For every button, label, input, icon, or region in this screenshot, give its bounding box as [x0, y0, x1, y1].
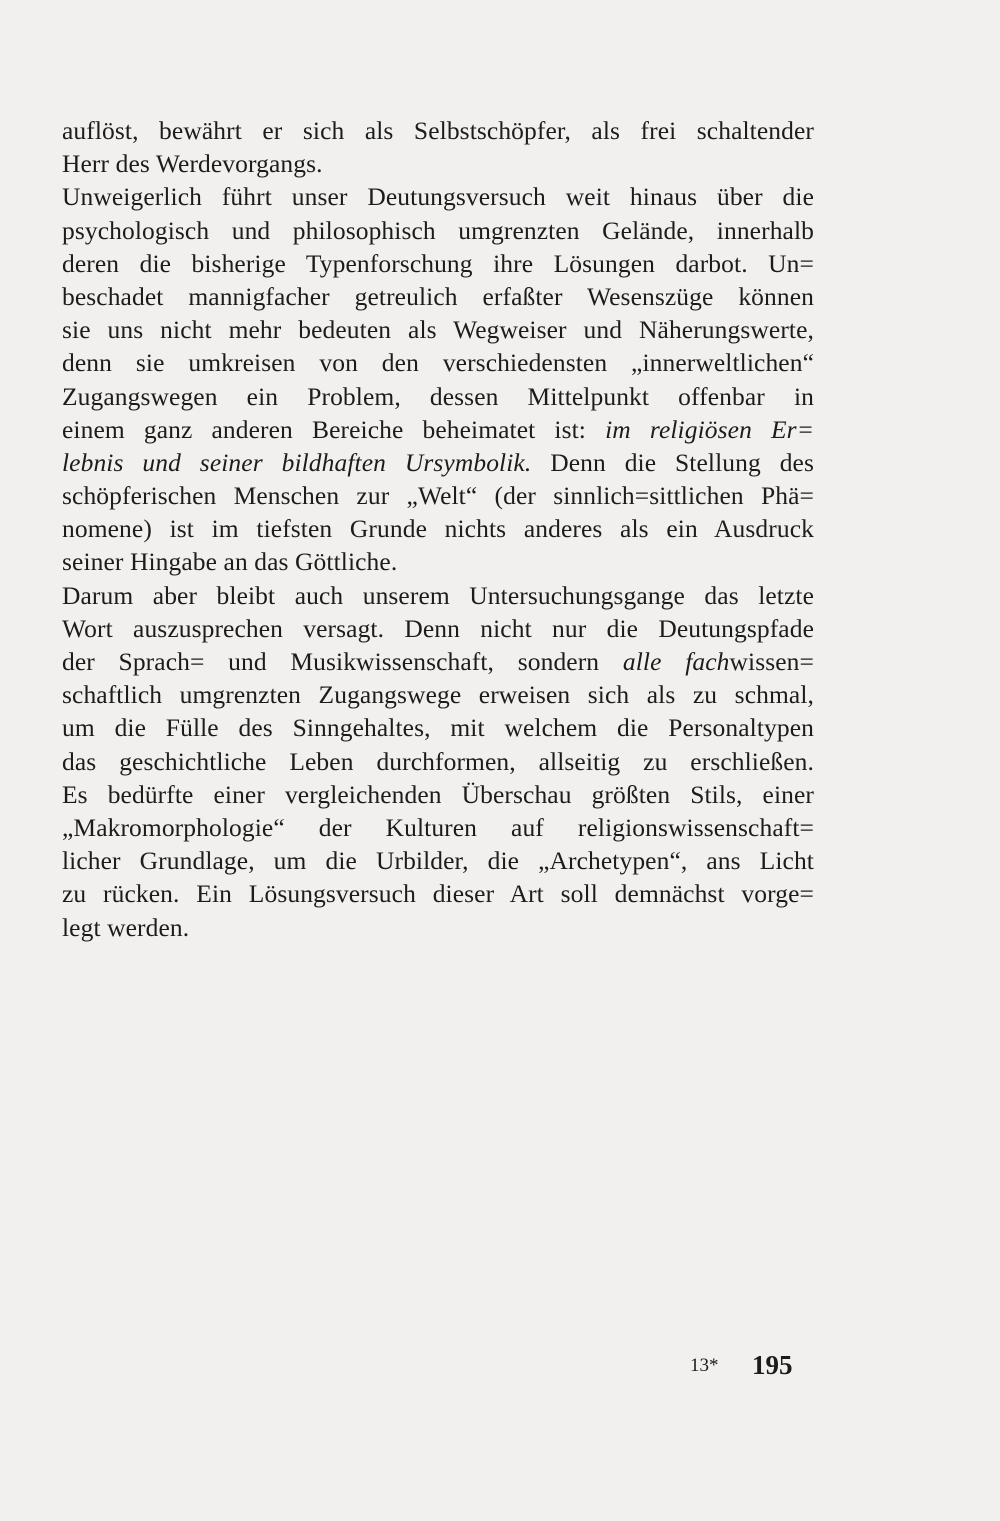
- page-number: 195: [752, 1350, 793, 1380]
- text-line: [62, 844, 814, 877]
- text-segment: Darum aber bleibt auch unserem Untersuchungsgange das letzte: [62, 580, 814, 610]
- text-line: [62, 446, 814, 479]
- text-segment: Unweigerlich führt unser Deutungsversuch weit hinaus über die: [62, 182, 814, 212]
- body-text: [62, 114, 814, 944]
- text-segment: Denn die Stellung des: [531, 447, 814, 477]
- text-line: [62, 380, 814, 413]
- text-segment: wissen=: [729, 647, 814, 676]
- text-line: [62, 512, 814, 545]
- text-line: [62, 214, 814, 247]
- text-line: [62, 114, 814, 147]
- text-line: [62, 911, 814, 944]
- page-footer: [0, 1347, 1000, 1387]
- text-segment: auflöst, bewährt er sich als Selbstschöpfer, als frei schaltender: [62, 116, 814, 145]
- text-segment: der Sprach= und Musikwissenschaft, sondern: [62, 647, 623, 676]
- italic-text: im religiösen Er=: [605, 414, 815, 444]
- italic-text: alle fach: [622, 647, 730, 676]
- text-segment: nomene) ist im tiefsten Grunde nichts anderes als ein Ausdruck: [62, 514, 814, 544]
- text-segment: seiner Hingabe an das Göttliche.: [62, 547, 398, 577]
- text-line: [62, 247, 814, 280]
- text-segment: um die Fülle des Sinngehaltes, mit welchem die Personaltypen: [62, 713, 814, 743]
- text-line: [62, 678, 814, 711]
- text-line: [62, 346, 814, 379]
- text-segment: Herr des Werdevorgangs.: [62, 149, 323, 179]
- text-line: [62, 413, 814, 446]
- text-segment: „Makromorphologie“ der Kulturen auf religionswissenschaft=: [62, 812, 814, 842]
- text-line: [62, 612, 814, 645]
- text-segment: psychologisch und philosophisch umgrenzten Gelände, innerhalb: [62, 215, 814, 245]
- text-segment: beschadet mannigfacher getreulich erfaßter Wesenszüge können: [62, 281, 814, 311]
- text-line: [62, 545, 814, 578]
- text-segment: das geschichtliche Leben durchformen, allseitig zu erschließen.: [62, 746, 814, 776]
- signature-mark: 13*: [690, 1355, 719, 1376]
- text-line: [62, 645, 814, 678]
- text-segment: sie uns nicht mehr bedeuten als Wegweiser und Näherungswerte,: [62, 315, 814, 345]
- text-line: [62, 579, 814, 612]
- text-line: [62, 745, 814, 778]
- text-line: [62, 479, 814, 512]
- text-line: [62, 280, 814, 313]
- text-segment: deren die bisherige Typenforschung ihre Lösungen darbot. Un=: [62, 248, 814, 278]
- text-line: [62, 180, 814, 213]
- text-segment: Wort auszusprechen versagt. Denn nicht nur die Deutungspfade: [62, 613, 814, 643]
- text-segment: denn sie umkreisen von den verschiedensten „innerweltlichen“: [62, 348, 814, 378]
- text-segment: licher Grundlage, um die Urbilder, die „Archetypen“, ans Licht: [62, 846, 814, 876]
- text-line: [62, 313, 814, 346]
- text-line: [62, 877, 814, 910]
- text-segment: schöpferischen Menschen zur „Welt“ (der sinnlich=sittlichen Phä=: [62, 481, 814, 511]
- text-segment: einem ganz anderen Bereiche beheimatet ist:: [62, 414, 606, 444]
- text-segment: legt werden.: [62, 912, 190, 942]
- text-segment: Es bedürfte einer vergleichenden Überschau größten Stils, einer: [62, 779, 814, 809]
- text-line: [62, 147, 814, 180]
- text-line: [62, 711, 814, 744]
- italic-text: lebnis und seiner bildhaften Ursymbolik.: [62, 447, 532, 477]
- text-segment: Zugangswegen ein Problem, dessen Mittelpunkt offenbar in: [62, 381, 814, 411]
- text-line: [62, 811, 814, 844]
- text-segment: zu rücken. Ein Lösungsversuch dieser Art soll demnächst vorge=: [62, 879, 814, 909]
- text-segment: schaftlich umgrenzten Zugangswege erweisen sich als zu schmal,: [62, 680, 814, 710]
- text-line: [62, 778, 814, 811]
